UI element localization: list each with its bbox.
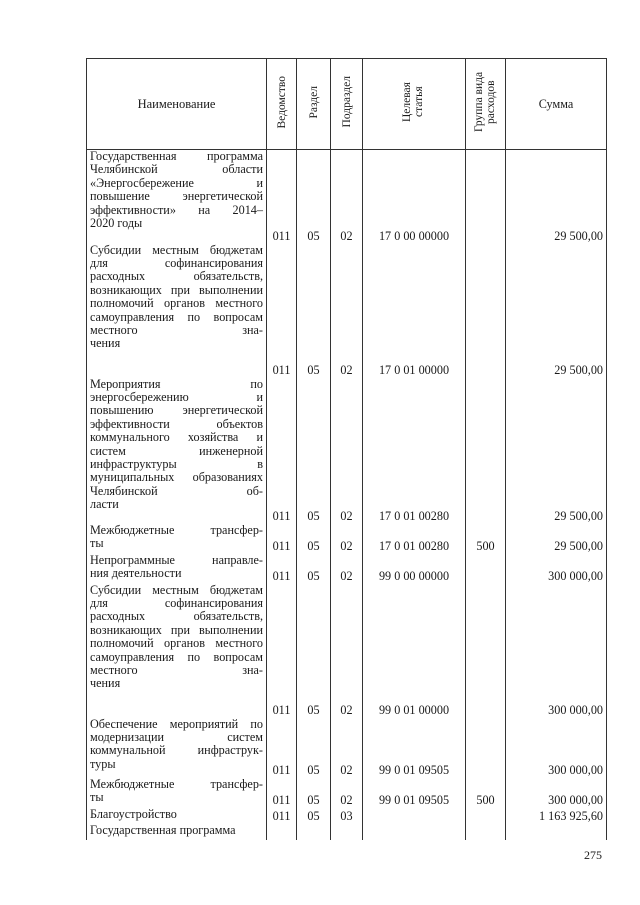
table-row xyxy=(87,584,607,718)
row-section: 05 xyxy=(297,718,331,778)
row-sum: 300 000,00 xyxy=(506,778,607,808)
row-name: Обеспечение мероприятий по модернизации систем коммунальной инфраструк- туры xyxy=(87,718,267,778)
row-dept: 011 xyxy=(267,244,297,378)
row-dept: 011 xyxy=(267,778,297,808)
row-target: 99 0 01 09505 xyxy=(363,718,466,778)
row-dept: 011 xyxy=(267,584,297,718)
row-subsection: 03 xyxy=(331,808,363,824)
row-group xyxy=(466,244,506,378)
table-row xyxy=(87,718,607,778)
row-target xyxy=(363,808,466,824)
row-section xyxy=(297,824,331,840)
header-subsection: Подраздел xyxy=(331,59,363,150)
row-name: Государственная программа Челябинской области «Энергосбережение и повышение энергетической эффективности» на 2014– 2020 годы xyxy=(87,150,267,244)
row-target: 99 0 01 09505 xyxy=(363,778,466,808)
row-name: Межбюджетные трансфер- ты xyxy=(87,524,267,554)
table-row xyxy=(87,808,607,824)
row-target: 17 0 00 00000 xyxy=(363,150,466,244)
table-row xyxy=(87,824,607,840)
table-row xyxy=(87,554,607,584)
row-sum: 29 500,00 xyxy=(506,150,607,244)
header-section: Раздел xyxy=(297,59,331,150)
row-name: Субсидии местным бюджетам для софинансирования расходных обязательств, возникающих при выполнении полномочий органов местного самоуправления по вопросам местного зна- чения xyxy=(87,584,267,718)
table-row xyxy=(87,244,607,378)
row-sum: 29 500,00 xyxy=(506,378,607,524)
header-sum: Сумма xyxy=(506,59,607,150)
row-subsection: 02 xyxy=(331,378,363,524)
row-dept: 011 xyxy=(267,808,297,824)
row-sum: 300 000,00 xyxy=(506,584,607,718)
row-target: 99 0 00 00000 xyxy=(363,554,466,584)
row-section: 05 xyxy=(297,150,331,244)
row-name: Государственная программа xyxy=(87,824,267,840)
table-row xyxy=(87,150,607,244)
row-subsection: 02 xyxy=(331,524,363,554)
row-group xyxy=(466,378,506,524)
row-group xyxy=(466,808,506,824)
row-sum xyxy=(506,824,607,840)
row-name: Благоустройство xyxy=(87,808,267,824)
table-row xyxy=(87,378,607,524)
budget-table xyxy=(86,58,607,840)
row-sum: 300 000,00 xyxy=(506,554,607,584)
row-group: 500 xyxy=(466,778,506,808)
row-dept: 011 xyxy=(267,524,297,554)
row-subsection: 02 xyxy=(331,584,363,718)
table-row xyxy=(87,778,607,808)
table-row xyxy=(87,524,607,554)
row-sum: 1 163 925,60 xyxy=(506,808,607,824)
row-subsection: 02 xyxy=(331,150,363,244)
row-subsection: 02 xyxy=(331,718,363,778)
row-name: Межбюджетные трансфер- ты xyxy=(87,778,267,808)
row-section: 05 xyxy=(297,778,331,808)
row-name: Мероприятия по энергосбережению и повышению энергетической эффективности объектов коммунального хозяйства и систем инженерной инфраструктуры в муниципальных образованиях Челябинской об- ласти xyxy=(87,378,267,524)
row-sum: 29 500,00 xyxy=(506,524,607,554)
table-header-row xyxy=(87,59,607,150)
row-subsection: 02 xyxy=(331,778,363,808)
row-group: 500 xyxy=(466,524,506,554)
row-dept: 011 xyxy=(267,554,297,584)
row-target: 99 0 01 00000 xyxy=(363,584,466,718)
header-dept: Ведомство xyxy=(267,59,297,150)
row-name: Непрограммные направле- ния деятельности xyxy=(87,554,267,584)
row-dept: 011 xyxy=(267,378,297,524)
row-section: 05 xyxy=(297,524,331,554)
row-section: 05 xyxy=(297,808,331,824)
row-target: 17 0 01 00280 xyxy=(363,378,466,524)
row-sum: 300 000,00 xyxy=(506,718,607,778)
row-section: 05 xyxy=(297,554,331,584)
header-exp-group: Группа вида расходов xyxy=(466,59,506,150)
row-dept xyxy=(267,824,297,840)
row-section: 05 xyxy=(297,584,331,718)
row-target xyxy=(363,824,466,840)
row-target: 17 0 01 00280 xyxy=(363,524,466,554)
row-target: 17 0 01 00000 xyxy=(363,244,466,378)
row-name: Субсидии местным бюджетам для софинансирования расходных обязательств, возникающих при выполнении полномочий органов местного самоуправления по вопросам местного зна- чения xyxy=(87,244,267,378)
page-number: 275 xyxy=(584,848,602,862)
row-dept: 011 xyxy=(267,718,297,778)
row-section: 05 xyxy=(297,244,331,378)
header-target: Целевая статья xyxy=(363,59,466,150)
row-dept: 011 xyxy=(267,150,297,244)
header-name: Наименование xyxy=(87,59,267,150)
row-group xyxy=(466,584,506,718)
row-subsection: 02 xyxy=(331,554,363,584)
row-sum: 29 500,00 xyxy=(506,244,607,378)
row-subsection: 02 xyxy=(331,244,363,378)
row-group xyxy=(466,718,506,778)
row-group xyxy=(466,150,506,244)
row-group xyxy=(466,824,506,840)
row-subsection xyxy=(331,824,363,840)
row-group xyxy=(466,554,506,584)
row-section: 05 xyxy=(297,378,331,524)
